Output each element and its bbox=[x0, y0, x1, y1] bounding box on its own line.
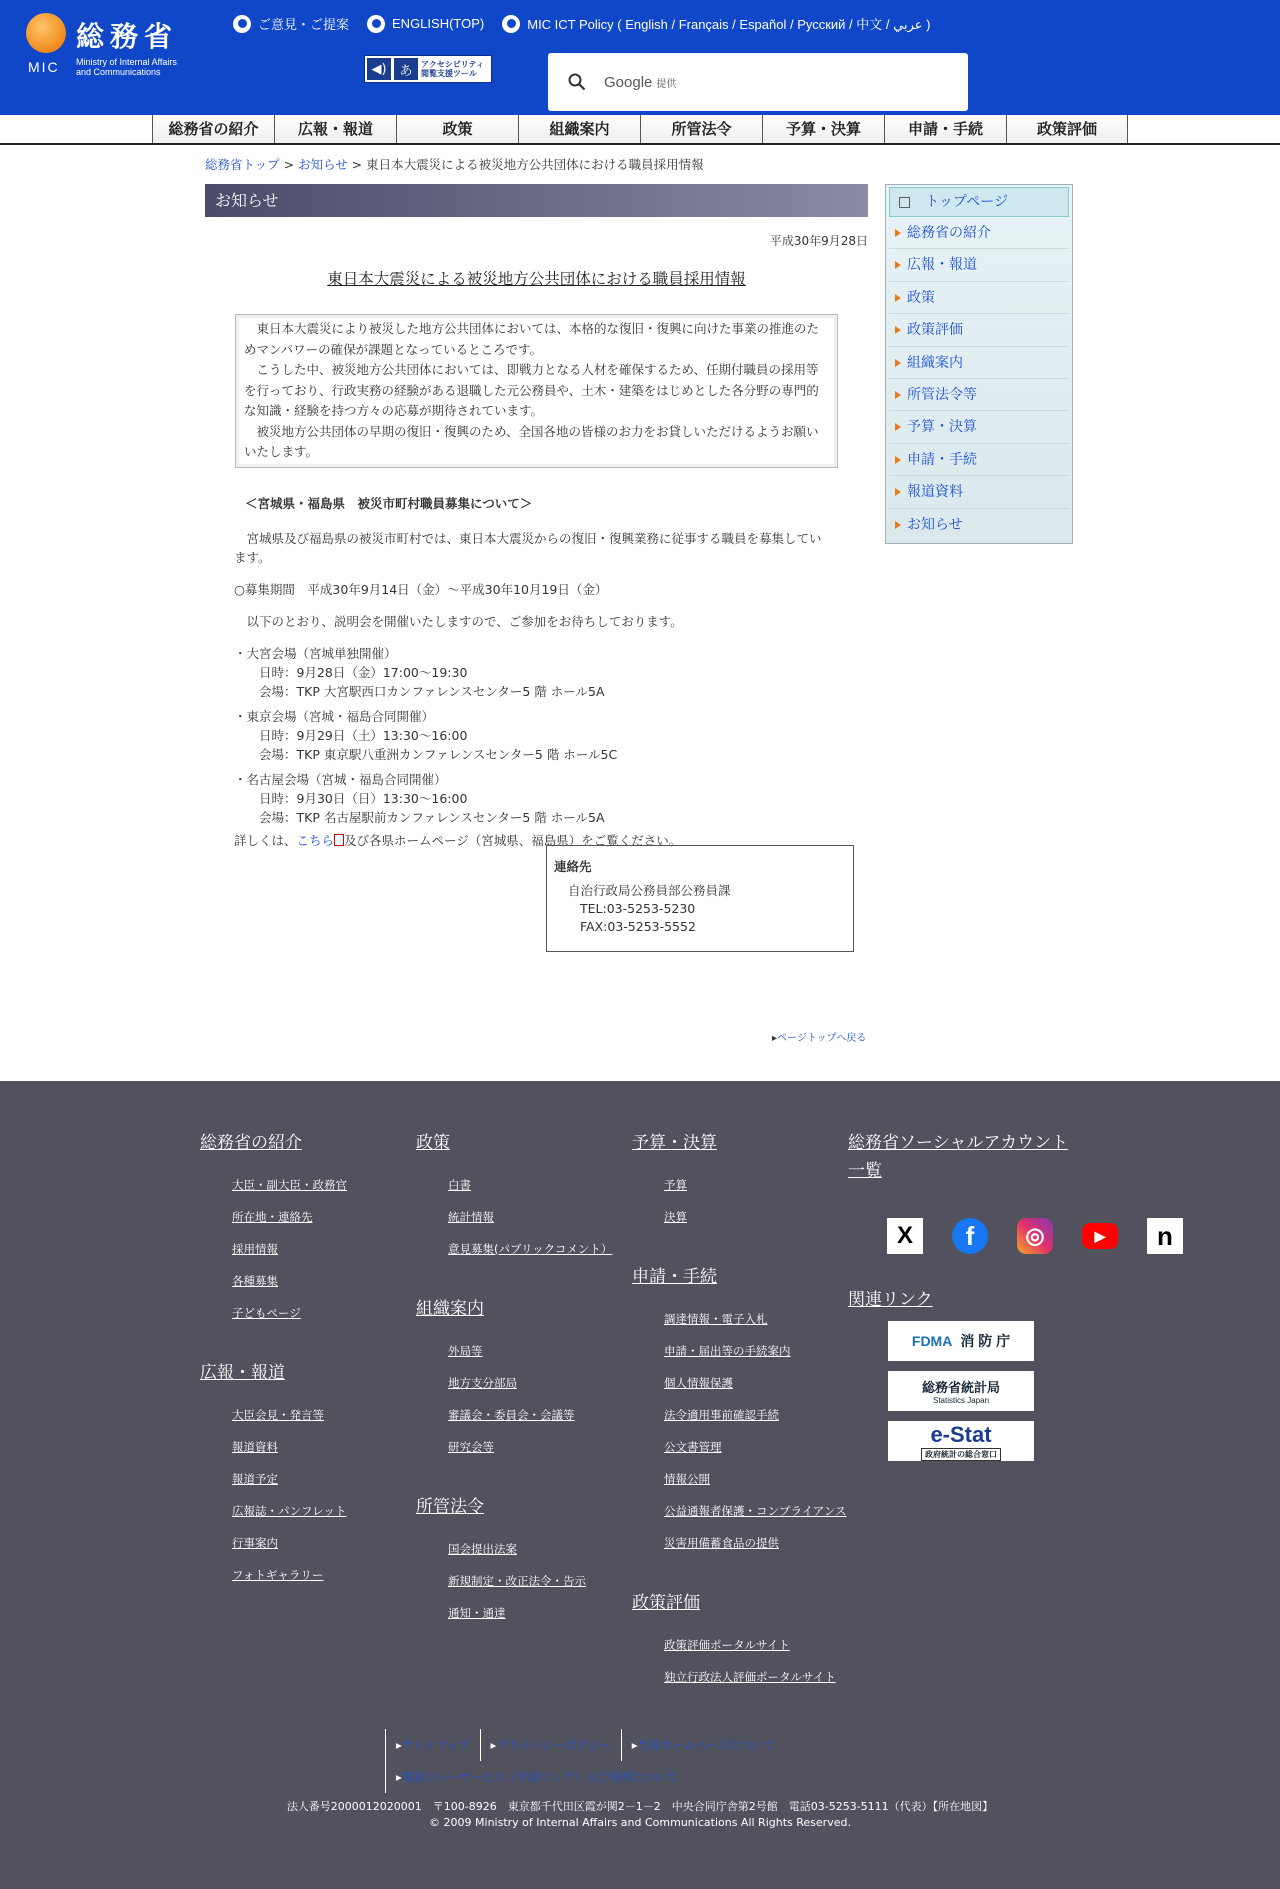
radio-icon bbox=[502, 15, 520, 33]
sidebar-item-top[interactable] bbox=[889, 187, 1069, 217]
footer-link[interactable]: 決算 bbox=[664, 1210, 687, 1224]
main-content bbox=[205, 184, 868, 850]
venue-name: ・名古屋会場（宮城・福島合同開催） bbox=[234, 771, 447, 787]
logo-subtitle: Ministry of Internal Affairs and Communications bbox=[76, 57, 177, 77]
details-pdf-link[interactable]: こちら bbox=[296, 832, 335, 848]
footer-heading[interactable]: 申請・手続 bbox=[632, 1267, 717, 1287]
footer-heading[interactable]: 総務省の紹介 bbox=[200, 1133, 302, 1153]
accessibility-tool-button[interactable] bbox=[364, 55, 492, 83]
ict-policy-link[interactable]: MIC ICT Policy ( English / Français / Español / Русский / 中文 / عربي ) bbox=[502, 14, 930, 33]
nav-about[interactable]: 総務省の紹介 bbox=[152, 115, 274, 143]
venue-item bbox=[234, 707, 833, 764]
estat-label: e-Stat bbox=[930, 1421, 992, 1447]
square-icon: □ bbox=[898, 194, 912, 210]
intro-paragraph: こうした中、被災地方公共団体においては、即戦力となる人材を確保するため、任期付職員の採用等を行っており、行政実務の経験がある退職した元公務員や、土木・建築をはじめとした各分野の専門的な知識・経験を持つ方々の応募が期待されています。 bbox=[244, 362, 819, 418]
footer-col-1 bbox=[200, 1129, 410, 1591]
footer-copyright bbox=[0, 1799, 1280, 1831]
footer-bottom-link[interactable]: ▸プライバシーポリシー bbox=[480, 1729, 621, 1761]
footer-link[interactable]: 国会提出法案 bbox=[448, 1542, 517, 1556]
sidebar-item-evaluation[interactable] bbox=[889, 314, 1069, 346]
footer-link[interactable]: 行事案内 bbox=[232, 1536, 278, 1550]
note-icon[interactable]: n bbox=[1147, 1218, 1183, 1254]
sidebar-link[interactable]: 報道資料 bbox=[907, 484, 963, 501]
related-heading bbox=[848, 1286, 933, 1326]
publish-date: 平成30年9月28日 bbox=[769, 234, 868, 248]
breadcrumb-home[interactable]: 総務省トップ bbox=[205, 157, 280, 172]
sidebar-link[interactable]: 広報・報道 bbox=[907, 257, 977, 274]
privacy-link[interactable]: プライバシーポリシー bbox=[496, 1738, 611, 1752]
search-box[interactable] bbox=[548, 53, 968, 111]
footer-link[interactable]: 個人情報保護 bbox=[664, 1376, 733, 1390]
intro-paragraph: 東日本大震災により被災した地方公共団体においては、本格的な復旧・復興に向けた事業の推進のためマンパワーの確保が課題となっているところです。 bbox=[244, 321, 820, 357]
footer-link[interactable]: 新規制定・改正法令・告示 bbox=[448, 1574, 586, 1588]
instagram-icon[interactable]: ◎ bbox=[1017, 1218, 1053, 1254]
breadcrumb-current: 東日本大震災による被災地方公共団体における職員採用情報 bbox=[366, 157, 704, 172]
contact-tel: TEL:03-5253-5230 bbox=[580, 901, 696, 916]
estat-sub: 政府統計の総合窓口 bbox=[921, 1448, 1001, 1461]
venue-item bbox=[234, 770, 833, 827]
footer-col-4 bbox=[848, 1129, 1078, 1197]
session-intro: 以下のとおり、説明会を開催いたしますので、ご参加をお待ちしております。 bbox=[234, 613, 683, 629]
breadcrumb: 総務省トップ > お知らせ > 東日本大震災による被災地方公共団体における職員採用情報 bbox=[205, 157, 704, 172]
footer-col-2 bbox=[416, 1129, 626, 1629]
footer-address: 法人番号2000012020001 〒100-8926 東京都千代田区霞が関2－1－2 中央合同庁舎第2号館 電話03-5253-5111（代表）【所在地図】 bbox=[286, 1800, 994, 1813]
recruitment-period: ○募集期間 平成30年9月14日（金）～平成30年10月19日（金） bbox=[234, 581, 608, 597]
nav-applications[interactable]: 申請・手続 bbox=[884, 115, 1006, 143]
sidebar-item-applications[interactable] bbox=[889, 444, 1069, 476]
mic-logo[interactable] bbox=[26, 13, 211, 83]
footer-bottom-link[interactable]: ▸電話リレーサービス（手話リンク）のご利用について bbox=[385, 1761, 687, 1793]
footer-link[interactable]: 法令適用事前確認手続 bbox=[664, 1408, 779, 1422]
nav-policy[interactable]: 政策 bbox=[396, 115, 518, 143]
footer-link[interactable]: 子どもページ bbox=[232, 1306, 301, 1320]
x-icon[interactable]: X bbox=[887, 1218, 923, 1254]
footer-heading[interactable]: 所管法令 bbox=[416, 1497, 484, 1517]
stat-bureau-banner[interactable] bbox=[888, 1371, 1034, 1411]
social-icons bbox=[887, 1218, 1183, 1254]
footer-link[interactable]: 政策評価ポータルサイト bbox=[664, 1638, 790, 1652]
venue-place: 会場：TKP 大宮駅西口カンファレンスセンター5 階 ホール5A bbox=[259, 683, 605, 699]
sidebar-link[interactable]: 政策 bbox=[907, 289, 935, 306]
footer-heading[interactable]: 政策 bbox=[416, 1133, 450, 1153]
sitemap-link[interactable]: サイトマップ bbox=[401, 1738, 470, 1752]
search-icon bbox=[568, 73, 586, 91]
venue-name: ・東京会場（宮城・福島合同開催） bbox=[234, 708, 435, 724]
site-header bbox=[0, 0, 1280, 115]
footer-link[interactable]: 採用情報 bbox=[232, 1242, 278, 1256]
header-links bbox=[233, 14, 930, 33]
contact-dept: 自治行政局公務員部公務員課 bbox=[568, 883, 731, 898]
sidebar-link[interactable]: お知らせ bbox=[907, 516, 963, 533]
related-heading-link[interactable]: 関連リンク bbox=[848, 1290, 933, 1310]
sidebar-item-laws[interactable] bbox=[889, 379, 1069, 411]
nav-organization[interactable]: 組織案内 bbox=[518, 115, 640, 143]
footer-heading[interactable]: 組織案内 bbox=[416, 1299, 484, 1319]
footer-link[interactable]: 公益通報者保護・コンプライアンス bbox=[664, 1504, 847, 1518]
footer-link[interactable]: 意見募集(パブリックコメント） bbox=[448, 1242, 613, 1256]
logo-title: 総務省 bbox=[76, 20, 179, 53]
venue-name: ・大宮会場（宮城単独開催） bbox=[234, 645, 397, 661]
sidebar-link[interactable]: 所管法令等 bbox=[907, 386, 977, 403]
sidebar-item-pr[interactable] bbox=[889, 249, 1069, 281]
nav-evaluation[interactable]: 政策評価 bbox=[1006, 115, 1128, 143]
footer-link[interactable]: 災害用備蓄食品の提供 bbox=[664, 1536, 779, 1550]
footer-link[interactable]: 通知・通達 bbox=[448, 1606, 506, 1620]
speaker-icon: ◀) bbox=[367, 58, 391, 80]
footer-link[interactable]: 研究会等 bbox=[448, 1440, 494, 1454]
map-link[interactable]: 所在地図 bbox=[938, 1800, 983, 1813]
pagetop-link[interactable] bbox=[772, 1029, 866, 1044]
footer-link[interactable]: 公文書管理 bbox=[664, 1440, 722, 1454]
footer-col-3 bbox=[632, 1129, 852, 1693]
stat-bureau-label: 総務省統計局 bbox=[921, 1380, 1000, 1395]
sidebar-link[interactable]: 組織案内 bbox=[907, 354, 963, 371]
stat-bureau-sub: Statistics Japan bbox=[932, 1396, 990, 1405]
footer-link[interactable]: 報道予定 bbox=[232, 1472, 278, 1486]
footer-bottom-link[interactable]: ▸サイトマップ bbox=[385, 1729, 480, 1761]
footer-link[interactable]: 調達情報・電子入札 bbox=[664, 1312, 768, 1326]
contact-box bbox=[546, 845, 854, 952]
footer-link[interactable]: 統計情報 bbox=[448, 1210, 494, 1224]
sidebar-item-notice[interactable] bbox=[889, 509, 1069, 541]
relay-service-link[interactable]: 電話リレーサービス（手話リンク）のご利用について bbox=[401, 1770, 678, 1784]
footer-link[interactable]: 報道資料 bbox=[232, 1440, 278, 1454]
footer-link[interactable]: 所在地・連絡先 bbox=[232, 1210, 313, 1224]
sidebar-link[interactable]: 申請・手続 bbox=[907, 451, 977, 468]
footer-link[interactable]: 外局等 bbox=[448, 1344, 483, 1358]
footer-link[interactable]: 大臣・副大臣・政務官 bbox=[232, 1178, 347, 1192]
radio-icon bbox=[233, 15, 251, 33]
section-title: お知らせ bbox=[205, 184, 868, 217]
recruitment-subheading: ＜宮城県・福島県 被災市町村職員募集について＞ bbox=[245, 495, 533, 511]
social-heading[interactable]: 総務省ソーシャルアカウント一覧 bbox=[848, 1133, 1069, 1181]
fdma-banner[interactable] bbox=[888, 1321, 1034, 1361]
footer-link[interactable]: フォトギャラリー bbox=[232, 1568, 324, 1582]
recruitment-description: 宮城県及び福島県の被災市町村では、東日本大震災からの復旧・復興業務に従事する職員を募集しています。 bbox=[234, 530, 822, 565]
footer-link[interactable]: 白書 bbox=[448, 1178, 471, 1192]
footer-heading[interactable]: 政策評価 bbox=[632, 1593, 700, 1613]
footer-bottom-link[interactable]: ▸当省ホームページについて bbox=[621, 1729, 785, 1761]
sidebar-item-organization[interactable] bbox=[889, 347, 1069, 379]
footer-bottom-links bbox=[385, 1729, 785, 1793]
venue-item bbox=[234, 644, 833, 701]
sidebar-link[interactable]: 予算・決算 bbox=[907, 419, 977, 436]
nav-budget[interactable]: 予算・決算 bbox=[762, 115, 884, 143]
hiragana-icon: あ bbox=[394, 58, 418, 80]
footer-link[interactable]: 情報公開 bbox=[664, 1472, 710, 1486]
sidebar-item-press[interactable] bbox=[889, 476, 1069, 508]
google-search-label: Google 提供 bbox=[604, 73, 677, 91]
footer-link[interactable]: 地方支分部局 bbox=[448, 1376, 517, 1390]
youtube-icon[interactable]: ▶ bbox=[1082, 1223, 1118, 1249]
page-title: 東日本大震災による被災地方公共団体における職員採用情報 bbox=[327, 270, 746, 288]
venue-place: 会場：TKP 名古屋駅前カンファレンスセンター5 階 ホール5A bbox=[259, 809, 605, 825]
venue-date: 日時：9月28日（金）17:00～19:30 bbox=[259, 664, 468, 680]
fdma-sub: FDMA bbox=[911, 1333, 953, 1349]
sidebar-link[interactable]: 総務省の紹介 bbox=[907, 225, 991, 241]
facebook-icon[interactable]: f bbox=[952, 1218, 988, 1254]
footer-link[interactable]: 各種募集 bbox=[232, 1274, 278, 1288]
sidebar-link[interactable]: トップページ bbox=[925, 194, 1008, 210]
details-text: 詳しくは、こちら 及び各県ホームページ（宮城県、福島県）をご覧ください。 bbox=[234, 832, 682, 848]
intro-paragraph: 被災地方公共団体の早期の復旧・復興のため、全国各地の皆様のお力をお貸しいただけるようお願いいたします。 bbox=[244, 423, 819, 459]
logo-emblem-icon bbox=[26, 13, 66, 53]
fdma-label: 消 防 庁 bbox=[960, 1333, 1011, 1349]
about-site-link[interactable]: 当省ホームページについて bbox=[637, 1738, 776, 1752]
pagetop-anchor[interactable]: ページトップへ戻る bbox=[777, 1033, 867, 1044]
radio-icon bbox=[367, 15, 385, 33]
sidebar bbox=[885, 184, 1073, 544]
site-footer bbox=[0, 1081, 1280, 1889]
global-nav bbox=[0, 115, 1280, 145]
nav-pr[interactable]: 広報・報道 bbox=[274, 115, 396, 143]
footer-link[interactable]: 申請・届出等の手続案内 bbox=[664, 1344, 791, 1358]
copyright-text: © 2009 Ministry of Internal Affairs and Communications All Rights Reserved. bbox=[429, 1816, 851, 1829]
footer-link[interactable]: 広報誌・パンフレット bbox=[232, 1504, 347, 1518]
intro-box bbox=[235, 314, 838, 468]
footer-link[interactable]: 予算 bbox=[664, 1178, 687, 1192]
sidebar-item-about[interactable] bbox=[889, 217, 1069, 249]
footer-link[interactable]: 独立行政法人評価ポータルサイト bbox=[664, 1670, 836, 1684]
sidebar-item-policy[interactable] bbox=[889, 282, 1069, 314]
contact-fax: FAX:03-5253-5552 bbox=[580, 919, 696, 934]
footer-link[interactable]: 審議会・委員会・会議等 bbox=[448, 1408, 575, 1422]
content-wrapper bbox=[205, 145, 1075, 1080]
venue-date: 日時：9月30日（日）13:30～16:00 bbox=[259, 790, 468, 806]
nav-laws[interactable]: 所管法令 bbox=[640, 115, 762, 143]
arrow-right-icon: ▸ bbox=[772, 1033, 778, 1044]
breadcrumb-notice[interactable]: お知らせ bbox=[298, 157, 348, 172]
logo-mic: MIC bbox=[28, 59, 60, 75]
english-link[interactable]: ENGLISH(TOP) bbox=[367, 14, 484, 33]
access-tool-label: アクセシビリティ 閲覧支援ツール bbox=[421, 60, 484, 78]
estat-banner[interactable] bbox=[888, 1421, 1034, 1461]
pdf-icon bbox=[334, 834, 344, 846]
venue-date: 日時：9月29日（土）13:30～16:00 bbox=[259, 727, 468, 743]
footer-heading[interactable]: 広報・報道 bbox=[200, 1363, 285, 1383]
opinion-link[interactable]: ご意見・ご提案 bbox=[233, 14, 349, 33]
footer-heading[interactable]: 予算・決算 bbox=[632, 1133, 717, 1153]
contact-title: 連絡先 bbox=[554, 859, 592, 874]
sidebar-link[interactable]: 政策評価 bbox=[907, 322, 963, 339]
sidebar-item-budget[interactable] bbox=[889, 411, 1069, 443]
footer-link[interactable]: 大臣会見・発言等 bbox=[232, 1408, 324, 1422]
venue-place: 会場：TKP 東京駅八重洲カンファレンスセンター5 階 ホール5C bbox=[259, 746, 618, 762]
